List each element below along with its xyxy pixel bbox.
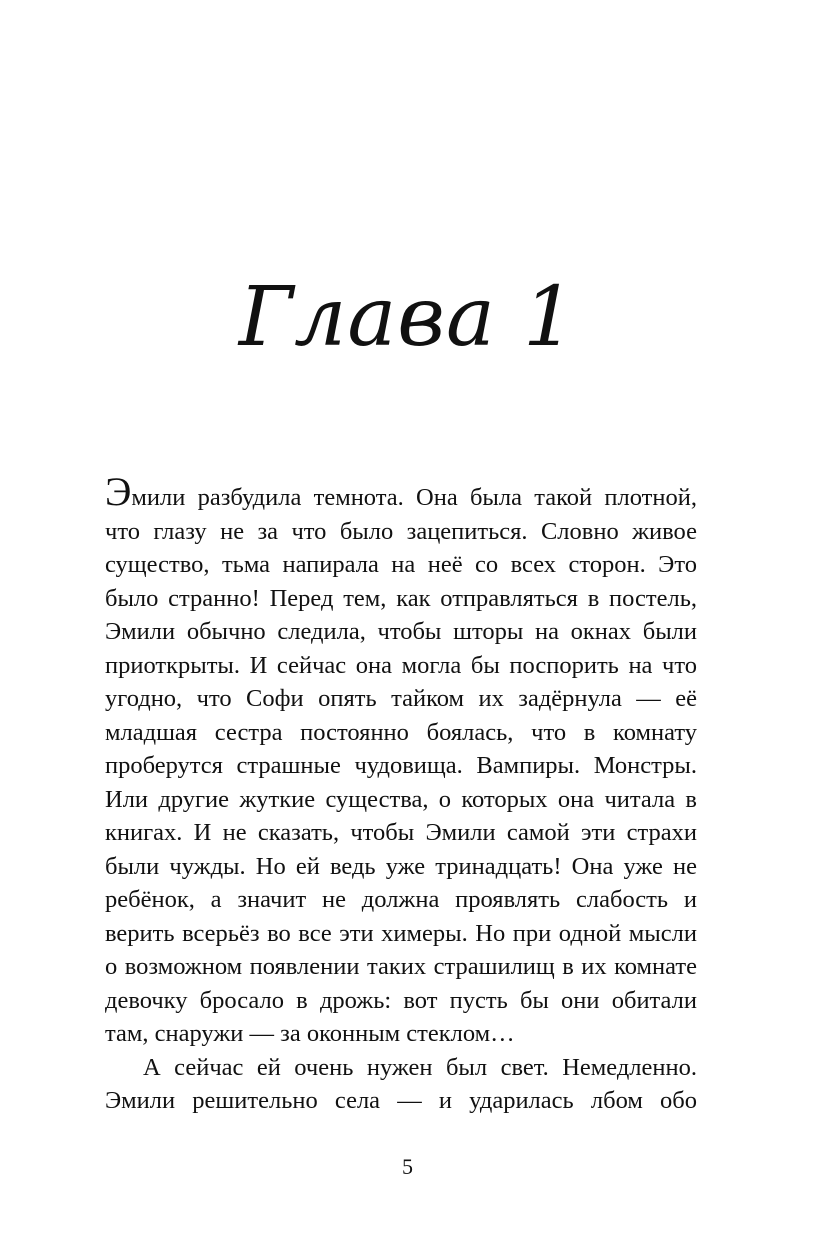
body-text [105, 469, 697, 1118]
chapter-title: Глава 1 [238, 270, 577, 365]
drop-cap: Э [105, 469, 132, 514]
paragraph-1 [105, 469, 697, 1051]
page-number: 5 [402, 1154, 413, 1179]
paragraph-2: А сейчас ей очень нужен был свет. Немедленно. Эмили решительно села — и ударилась лбом обо [105, 1053, 697, 1114]
paragraph-1-text: мили разбудила темнота. Она была такой плотной, что глазу не за что было зацепиться. Словно живое существо, тьма напирала на неё со всех сторон. Это было странно! Перед тем, как отправляться в постель, Эмили обычно следила, чтобы шторы на окнах были приоткрыты. И сейчас она могла бы поспорить на что угодно, что Софи опять тайком их задёрнула — её младшая сестра постоянно боялась, что в комнату проберутся страшные чудовища. Вампиры. Монстры. Или другие жуткие существа, о которых она читала в книгах. И не сказать, чтобы Эмили самой эти страхи были чужды. Но ей ведь уже тринадцать! Она уже не ребёнок, а значит не должна проявлять слабость и верить всерьёз во все эти химеры. Но при одной мысли о возможном появлении таких страшилищ в их комнате девочку бросало в дрожь: вот пусть бы они обитали там, снаружи — за оконным стеклом… [105, 484, 697, 1047]
